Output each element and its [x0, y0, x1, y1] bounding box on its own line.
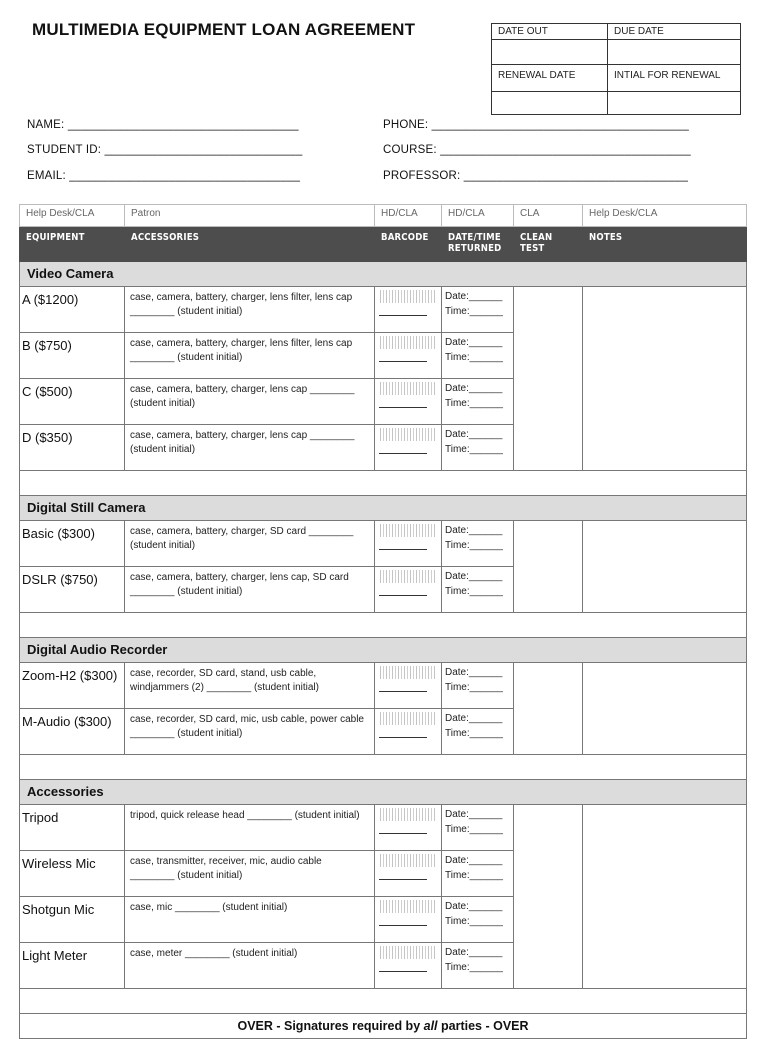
due-date-label: DUE DATE: [608, 24, 741, 40]
barcode-cell[interactable]: [375, 521, 442, 567]
table-row: [20, 805, 747, 851]
equipment-cell: Wireless Mic: [20, 851, 125, 897]
date-label: Date:______: [445, 337, 503, 348]
accessories-cell: case, recorder, SD card, mic, usb cable, power cable ________ (student initial): [125, 709, 375, 755]
equipment-table: [19, 204, 747, 1039]
accessories-cell: tripod, quick release head ________ (student initial): [125, 805, 375, 851]
header-accessories: ACCESSORIES: [125, 227, 375, 262]
barcode-line: [379, 833, 427, 834]
equipment-cell: Shotgun Mic: [20, 897, 125, 943]
time-label: Time:______: [445, 352, 503, 363]
equipment-cell: B ($750): [20, 333, 125, 379]
initial-for-renewal-field[interactable]: [608, 92, 741, 115]
owner-accessories: Patron: [125, 205, 375, 227]
footer-notice: [20, 1014, 747, 1039]
renewal-date-label: RENEWAL DATE: [492, 65, 608, 92]
barcode-cell[interactable]: [375, 709, 442, 755]
time-label: Time:______: [445, 916, 503, 927]
spacer-cell: [20, 471, 747, 496]
barcode-line: [379, 595, 427, 596]
barcode-line: [379, 453, 427, 454]
equipment-cell: D ($350): [20, 425, 125, 471]
barcode-image: [380, 290, 436, 303]
section-row: [20, 780, 747, 805]
barcode-image: [380, 712, 436, 725]
notes-cell[interactable]: [583, 521, 747, 613]
time-label: Time:______: [445, 398, 503, 409]
barcode-image: [380, 854, 436, 867]
equipment-cell: DSLR ($750): [20, 567, 125, 613]
barcode-line: [379, 315, 427, 316]
section-title: Video Camera: [20, 262, 747, 287]
name-field[interactable]: NAME: ___________________________________: [27, 119, 299, 131]
date-label: Date:______: [445, 571, 503, 582]
spacer-row: [20, 755, 747, 780]
date-time-returned-cell[interactable]: [442, 333, 514, 379]
barcode-cell[interactable]: [375, 567, 442, 613]
barcode-image: [380, 382, 436, 395]
barcode-cell[interactable]: [375, 897, 442, 943]
barcode-line: [379, 879, 427, 880]
email-field[interactable]: EMAIL: ___________________________________: [27, 170, 301, 182]
date-time-returned-cell[interactable]: [442, 709, 514, 755]
time-label: Time:______: [445, 728, 503, 739]
table-row: [20, 287, 747, 333]
time-label: Time:______: [445, 962, 503, 973]
footer-text-end: parties - OVER: [437, 1019, 529, 1033]
section-title: Digital Audio Recorder: [20, 638, 747, 663]
spacer-cell: [20, 613, 747, 638]
owner-clean-test: CLA: [514, 205, 583, 227]
equipment-cell: Zoom-H2 ($300): [20, 663, 125, 709]
date-time-returned-cell[interactable]: [442, 805, 514, 851]
barcode-line: [379, 925, 427, 926]
barcode-image: [380, 428, 436, 441]
date-time-returned-cell[interactable]: [442, 943, 514, 989]
date-box: [491, 23, 741, 115]
accessories-cell: case, recorder, SD card, stand, usb cable, windjammers (2) ________ (student initial): [125, 663, 375, 709]
phone-field[interactable]: PHONE: _______________________________________: [383, 119, 689, 131]
spacer-cell: [20, 989, 747, 1014]
column-owner-row: [20, 205, 747, 227]
table-row: [20, 521, 747, 567]
barcode-line: [379, 737, 427, 738]
section-row: [20, 496, 747, 521]
barcode-cell[interactable]: [375, 663, 442, 709]
section-title: Accessories: [20, 780, 747, 805]
date-label: Date:______: [445, 291, 503, 302]
due-date-field[interactable]: [608, 40, 741, 65]
clean-test-cell[interactable]: [514, 805, 583, 989]
owner-returned: HD/CLA: [442, 205, 514, 227]
date-time-returned-cell[interactable]: [442, 567, 514, 613]
footer-text-start: OVER - Signatures required by: [237, 1019, 424, 1033]
barcode-cell[interactable]: [375, 333, 442, 379]
date-time-returned-cell[interactable]: [442, 663, 514, 709]
barcode-image: [380, 570, 436, 583]
barcode-image: [380, 808, 436, 821]
section-row: [20, 262, 747, 287]
spacer-cell: [20, 755, 747, 780]
spacer-row: [20, 471, 747, 496]
barcode-line: [379, 971, 427, 972]
date-label: Date:______: [445, 713, 503, 724]
accessories-cell: case, camera, battery, charger, lens filter, lens cap ________ (student initial): [125, 333, 375, 379]
clean-test-cell[interactable]: [514, 663, 583, 755]
header-barcode: BARCODE: [375, 227, 442, 262]
spacer-row: [20, 989, 747, 1014]
spacer-row: [20, 613, 747, 638]
accessories-cell: case, camera, battery, charger, lens filter, lens cap ________ (student initial): [125, 287, 375, 333]
section-row: [20, 638, 747, 663]
header-notes: NOTES: [583, 227, 747, 262]
barcode-cell[interactable]: [375, 425, 442, 471]
notes-cell[interactable]: [583, 287, 747, 471]
time-label: Time:______: [445, 824, 503, 835]
clean-test-cell[interactable]: [514, 521, 583, 613]
date-label: Date:______: [445, 525, 503, 536]
date-time-returned-cell[interactable]: [442, 897, 514, 943]
table-row: [20, 663, 747, 709]
form-title: MULTIMEDIA EQUIPMENT LOAN AGREEMENT: [32, 20, 416, 39]
date-out-field[interactable]: [492, 40, 608, 65]
time-label: Time:______: [445, 540, 503, 551]
time-label: Time:______: [445, 444, 503, 455]
date-time-returned-cell[interactable]: [442, 521, 514, 567]
accessories-cell: case, camera, battery, charger, lens cap ________ (student initial): [125, 425, 375, 471]
barcode-image: [380, 946, 436, 959]
header-equipment: EQUIPMENT: [20, 227, 125, 262]
accessories-cell: case, camera, battery, charger, SD card ________ (student initial): [125, 521, 375, 567]
date-label: Date:______: [445, 383, 503, 394]
date-label: Date:______: [445, 855, 503, 866]
accessories-cell: case, camera, battery, charger, lens cap, SD card ________ (student initial): [125, 567, 375, 613]
notes-cell[interactable]: [583, 663, 747, 755]
renewal-date-field[interactable]: [492, 92, 608, 115]
accessories-cell: case, transmitter, receiver, mic, audio cable ________ (student initial): [125, 851, 375, 897]
time-label: Time:______: [445, 870, 503, 881]
barcode-image: [380, 900, 436, 913]
accessories-cell: case, meter ________ (student initial): [125, 943, 375, 989]
equipment-cell: C ($500): [20, 379, 125, 425]
professor-field[interactable]: PROFESSOR: __________________________________: [383, 170, 689, 182]
equipment-cell: A ($1200): [20, 287, 125, 333]
date-time-returned-cell[interactable]: [442, 287, 514, 333]
barcode-cell[interactable]: [375, 943, 442, 989]
barcode-image: [380, 666, 436, 679]
date-label: Date:______: [445, 809, 503, 820]
clean-test-cell[interactable]: [514, 287, 583, 471]
time-label: Time:______: [445, 306, 503, 317]
date-time-returned-cell[interactable]: [442, 379, 514, 425]
equipment-cell: Tripod: [20, 805, 125, 851]
footer-text-emphasis: all: [423, 1019, 438, 1033]
barcode-cell[interactable]: [375, 851, 442, 897]
barcode-line: [379, 691, 427, 692]
barcode-image: [380, 336, 436, 349]
barcode-line: [379, 549, 427, 550]
date-out-label: DATE OUT: [492, 24, 608, 40]
owner-equipment: Help Desk/CLA: [20, 205, 125, 227]
date-time-returned-cell[interactable]: [442, 425, 514, 471]
date-label: Date:______: [445, 901, 503, 912]
footer-row: [20, 1014, 747, 1039]
time-label: Time:______: [445, 586, 503, 597]
accessories-cell: case, camera, battery, charger, lens cap ________ (student initial): [125, 379, 375, 425]
header-returned: DATE/TIME RETURNED: [442, 227, 514, 262]
section-title: Digital Still Camera: [20, 496, 747, 521]
equipment-cell: Basic ($300): [20, 521, 125, 567]
course-field[interactable]: COURSE: ______________________________________: [383, 144, 691, 156]
owner-notes: Help Desk/CLA: [583, 205, 747, 227]
column-header-row: [20, 227, 747, 262]
barcode-image: [380, 524, 436, 537]
initial-for-renewal-label: INTIAL FOR RENEWAL: [608, 65, 741, 92]
date-time-returned-cell[interactable]: [442, 851, 514, 897]
barcode-line: [379, 361, 427, 362]
barcode-line: [379, 407, 427, 408]
barcode-cell[interactable]: [375, 805, 442, 851]
owner-barcode: HD/CLA: [375, 205, 442, 227]
date-label: Date:______: [445, 667, 503, 678]
equipment-cell: M-Audio ($300): [20, 709, 125, 755]
header-clean-test: CLEAN TEST: [514, 227, 583, 262]
accessories-cell: case, mic ________ (student initial): [125, 897, 375, 943]
date-label: Date:______: [445, 947, 503, 958]
notes-cell[interactable]: [583, 805, 747, 989]
time-label: Time:______: [445, 682, 503, 693]
date-label: Date:______: [445, 429, 503, 440]
barcode-cell[interactable]: [375, 287, 442, 333]
student-id-field[interactable]: STUDENT ID: ______________________________: [27, 144, 303, 156]
barcode-cell[interactable]: [375, 379, 442, 425]
equipment-cell: Light Meter: [20, 943, 125, 989]
